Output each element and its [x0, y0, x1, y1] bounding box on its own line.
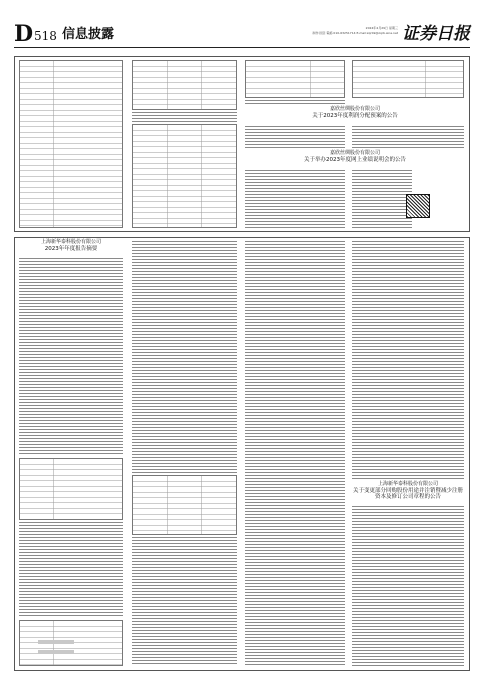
- announcement-company: 嘉欣丝绸股份有限公司: [329, 106, 380, 112]
- data-table-lower-left: [19, 458, 123, 520]
- text-block: [19, 522, 123, 618]
- issue-info: [312, 26, 398, 36]
- text-block: [132, 241, 237, 473]
- announcement-title-1: [245, 107, 465, 119]
- financial-table-upper-middle-2: [132, 124, 237, 228]
- financial-table-upper-middle: [132, 60, 237, 110]
- announcement-title-2: [245, 151, 465, 163]
- text-block: [352, 126, 464, 150]
- announcement-title-4: [352, 482, 464, 500]
- text-block: [245, 170, 345, 228]
- financial-table-upper-far-right: [352, 60, 464, 98]
- newspaper-logo: 证券日报: [402, 24, 470, 44]
- table-highlight-row: [38, 640, 74, 644]
- issue-contact: 制作:国章 電邮:010-63251714 E-mail:zqrb9@zqrb.sina.net: [312, 31, 398, 35]
- financial-table-upper-right: [245, 60, 345, 98]
- section-letter: D: [14, 21, 34, 47]
- table-highlight-row: [38, 650, 74, 654]
- masthead: [14, 22, 470, 46]
- announcement-heading: 关于变更部分回购股份用途并注销暨减少注册资本及修订公司章程的公告: [352, 487, 463, 501]
- financial-table-upper-left: [19, 60, 123, 228]
- announcement-heading: 2023年年度报告摘要: [44, 245, 98, 252]
- text-block: [132, 112, 237, 122]
- data-table-lower-middle: [132, 475, 237, 535]
- text-block: [352, 241, 464, 481]
- text-block: [19, 258, 123, 456]
- announcement-company: 嘉欣丝绸股份有限公司: [329, 150, 380, 156]
- page-number: 518: [34, 29, 57, 43]
- announcement-heading: 关于2023年度利润分配预案的公告: [312, 112, 398, 119]
- masthead-rule: [14, 47, 470, 48]
- announcement-heading: 关于举办2023年度网上业绩说明会的公告: [304, 156, 406, 163]
- qr-code: [406, 194, 430, 218]
- text-block: [132, 537, 237, 666]
- text-block: [245, 241, 345, 666]
- issue-date: 2024年4月29日 星期三: [365, 26, 398, 30]
- announcement-company: 上海新华泰科股份有限公司: [377, 481, 438, 487]
- text-block: [352, 170, 412, 228]
- announcement-company: 上海新华泰科股份有限公司: [40, 239, 101, 245]
- text-block: [245, 126, 345, 150]
- announcement-title-3: [19, 240, 123, 252]
- text-block: [352, 506, 464, 666]
- section-title: 信息披露: [62, 27, 115, 42]
